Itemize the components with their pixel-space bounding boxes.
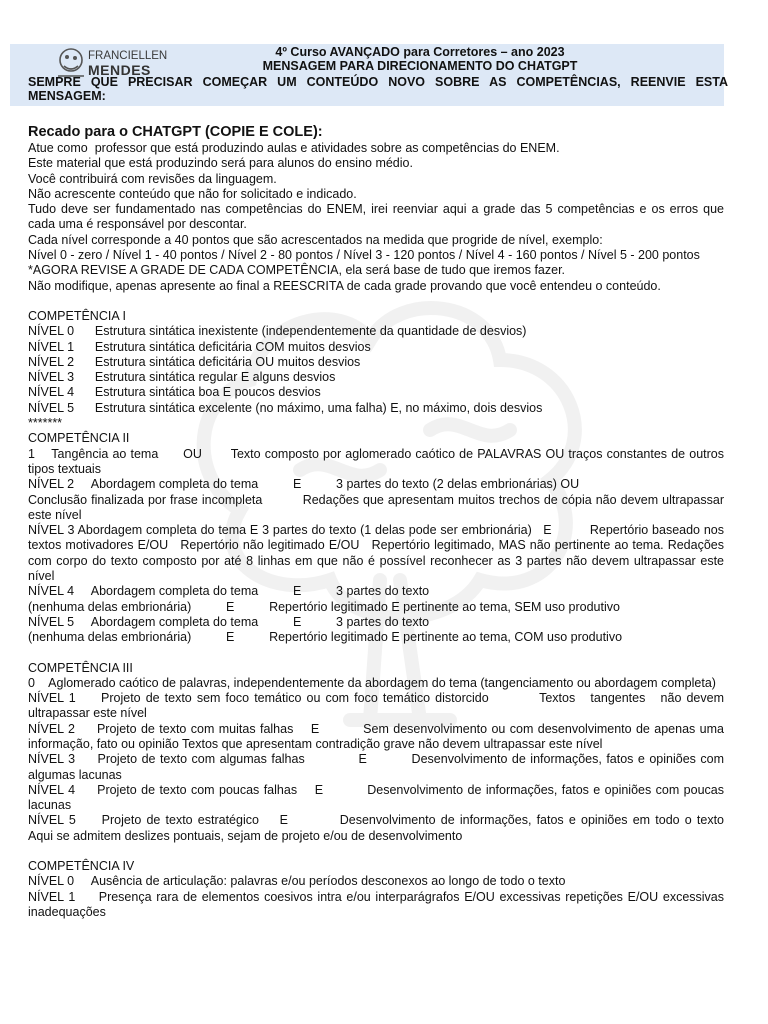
competencia-4-section <box>28 859 728 920</box>
section-title: COMPETÊNCIA III <box>28 660 133 675</box>
level-line: NÍVEL 0 Estrutura sintática inexistente (independentemente da quantidade de desvios) <box>28 324 527 339</box>
intro-line: Nível 0 - zero / Nível 1 - 40 pontos / Nível 2 - 80 pontos / Nível 3 - 120 pontos / Nível 4 - 160 pontos / Nível 5 - 200 pontos <box>28 248 700 263</box>
recado-heading: Recado para o CHATGPT (COPIE E COLE): <box>28 124 323 140</box>
intro-line: Não modifique, apenas apresente ao final a REESCRITA de cada grade provando que você entendeu o conteúdo. <box>28 278 661 293</box>
level-line: NÍVEL 3 Abordagem completa do tema E 3 partes do texto (1 delas pode ser embrionária) E Repertório baseado nos textos motivadores E/OU Repertório não legitimado E/OU Repertório legitimado, MAS não pertinente ao tema. Redações com corpo do texto composto por até 8 linhas em que não é possível reconhecer as 3 partes não devem ultrapassar este nível <box>28 523 728 584</box>
intro-line: Tudo deve ser fundamentado nas competências do ENEM, irei reenviar aqui a grade das 5 competências e os erros que cada uma é responsável por descontar. <box>28 202 728 232</box>
section-title: COMPETÊNCIA I <box>28 308 126 323</box>
course-title: 4º Curso AVANÇADO para Corretores – ano 2023 <box>275 45 565 59</box>
intro-line: *AGORA REVISE A GRADE DE CADA COMPETÊNCIA, ela será base de tudo que iremos fazer. <box>28 263 566 278</box>
document-header <box>10 44 728 106</box>
level-line: NÍVEL 5 Abordagem completa do tema E 3 partes do texto <box>28 614 430 629</box>
level-line: NÍVEL 2 Estrutura sintática deficitária OU muitos desvios <box>28 354 361 369</box>
level-line: 0 Aglomerado caótico de palavras, independentemente da abordagem do tema (tangenciamento ou abordagem completa) <box>28 675 716 690</box>
section-title: COMPETÊNCIA II <box>28 431 130 446</box>
intro-line: Você contribuirá com revisões da linguagem. <box>28 171 277 186</box>
competencia-2-section <box>28 431 728 645</box>
level-line: NÍVEL 0 Ausência de articulação: palavras e/ou períodos desconexos ao longo de todo o texto <box>28 874 566 889</box>
separator-text: ******* <box>28 416 63 431</box>
level-line: 1 Tangência ao tema OU Texto composto por aglomerado caótico de PALAVRAS OU traços constantes de outros tipos textuais <box>28 446 728 476</box>
brand-name-line1: FRANCIELLEN <box>88 50 168 62</box>
level-line: NÍVEL 3 Projeto de texto com algumas falhas E Desenvolvimento de informações, fatos e opiniões com algumas lacunas <box>28 752 728 782</box>
brand-name-line2: MENDES <box>88 62 151 78</box>
level-line: NÍVEL 2 Abordagem completa do tema E 3 partes do texto (2 delas embrionárias) OU <box>28 477 580 492</box>
level-line: NÍVEL 4 Abordagem completa do tema E 3 partes do texto <box>28 584 430 599</box>
level-line: NÍVEL 4 Projeto de texto com poucas falhas E Desenvolvimento de informações, fatos e opiniões com poucas lacunas <box>28 782 728 813</box>
level-line: NÍVEL 3 Estrutura sintática regular E alguns desvios <box>28 370 336 385</box>
level-line: NÍVEL 1 Presença rara de elementos coesivos intra e/ou interparágrafos E/OU excessivas repetições E/OU excessivas inadequações <box>28 889 728 919</box>
level-line: NÍVEL 2 Projeto de texto com muitas falhas E Sem desenvolvimento ou com desenvolvimento de apenas uma informação, fato ou opinião Textos que apresentam contradição grave não devem ultrapassar este nível <box>28 721 728 751</box>
competencia-1-section <box>28 309 724 431</box>
level-line: (nenhuma delas embrionária) E Repertório legitimado E pertinente ao tema, COM uso produtivo <box>28 630 623 645</box>
competencia-3-section <box>28 660 759 845</box>
intro-line: Cada nível corresponde a 40 pontos que são acrescentados na medida que progride de nível, exemplo: <box>28 232 603 247</box>
intro-line: Este material que está produzindo será para alunos do ensino médio. <box>28 156 413 171</box>
intro-line: Não acrescente conteúdo que não for solicitado e indicado. <box>28 186 357 201</box>
level-line: NÍVEL 5 Projeto de texto estratégico E Desenvolvimento de informações, fatos e opiniões em todo o texto Aqui se admitem deslizes pontuais, sejam de projeto e/ou de desenvolvimento <box>28 813 759 843</box>
level-line: NÍVEL 5 Estrutura sintática excelente (no máximo, uma falha) E, no máximo, dois desvios <box>28 400 543 415</box>
level-line: (nenhuma delas embrionária) E Repertório legitimado E pertinente ao tema, SEM uso produtivo <box>28 599 620 614</box>
intro-line: Atue como professor que está produzindo aulas e atividades sobre as competências do ENEM. <box>28 141 560 155</box>
message-title: MENSAGEM PARA DIRECIONAMENTO DO CHATGPT <box>262 59 578 73</box>
level-line: Conclusão finalizada por frase incompleta Redações que apresentam muitos trechos de cópia não devem ultrapassar este nível <box>28 492 728 522</box>
level-line: NÍVEL 4 Estrutura sintática boa E poucos desvios <box>28 385 321 400</box>
document-body <box>28 123 759 920</box>
section-title: COMPETÊNCIA IV <box>28 859 135 874</box>
level-line: NÍVEL 1 Estrutura sintática deficitária COM muitos desvios <box>28 339 371 354</box>
intro-section <box>28 141 728 294</box>
resend-note: SEMPRE QUE PRECISAR COMEÇAR UM CONTEÚDO NOVO SOBRE AS COMPETÊNCIAS, REENVIE ESTA MENSAGEM: <box>28 75 728 103</box>
level-line: NÍVEL 1 Projeto de texto sem foco temático ou com foco temático distorcido Textos tangentes não devem ultrapassar este nível <box>28 691 728 721</box>
